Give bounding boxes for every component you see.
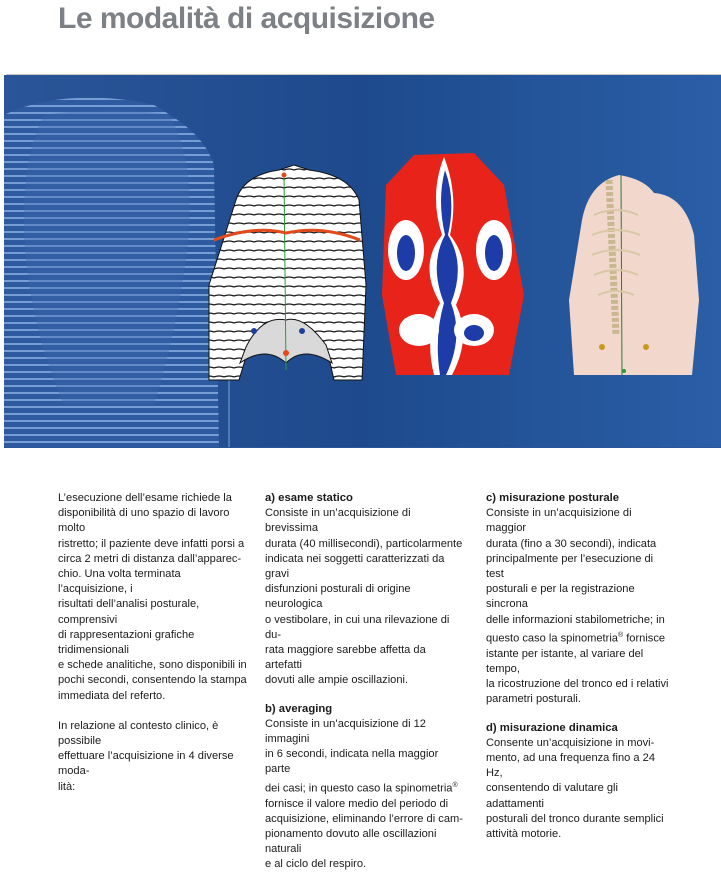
heading-dynamic-measurement: d) misurazione dinamica bbox=[486, 721, 618, 734]
text-averaging-part2: fornisce il valore medio del periodo di acquisizione, eliminando l’errore di cam- pionamento dovuto alle oscillazioni naturali e al ciclo del respiro. bbox=[265, 797, 463, 871]
text-dynamic-measurement: Consente un’acquisizione in movi- mento, ad una frequenza fino a 24 Hz, consentendo di valutare gli adattamenti posturali del tronco durante semplici attività motorie. bbox=[486, 736, 664, 840]
text-postural-part2: fornisce istante per istante, al variare del tempo, la ricostruzione del tronco ed i relativi parametri posturali. bbox=[486, 632, 669, 706]
intro-column bbox=[58, 491, 248, 795]
page-title: Le modalità di acquisizione bbox=[58, 2, 435, 35]
heading-static-exam: a) esame statico bbox=[265, 492, 353, 504]
text-postural-measurement bbox=[486, 506, 674, 707]
text-averaging-part1: Consiste in un’acquisizione di 12 immagini in 6 secondi, indicata nella maggior parte dei casi; in questo caso la spinometria bbox=[265, 717, 453, 795]
heading-postural-measurement: c) misurazione posturale bbox=[486, 492, 620, 504]
modes-column-left bbox=[265, 491, 465, 873]
registered-mark: ® bbox=[452, 781, 458, 789]
striped-back-projection bbox=[4, 98, 229, 448]
registered-mark: ® bbox=[617, 631, 624, 639]
heatmap-back bbox=[382, 153, 524, 375]
text-static-exam: Consiste in un’acquisizione di brevissima durata (40 millisecondi), particolarmente indicata nei soggetti caratterizzati da gravi disfunzioni posturali di origine neurologica o vestibolare, in cui una rilevazione di du- rata maggiore sarebbe affetta da artefatti dovuti alle ampie oscillazioni. bbox=[265, 507, 463, 687]
hero-image bbox=[4, 75, 721, 448]
intro-paragraph: L’esecuzione dell’esame richiede la disponibilità di uno spazio di lavoro molto ristretto; il paziente deve infatti porsi a circa 2 metri di distanza dall’apparec- chio. Una volta terminata l’acquisizione, i risultati dell’analisi posturale, comprensivi di rappresentazioni grafiche tridimensionali e schede analitiche, sono disponibili in pochi secondi, consentendo la stampa immediata del referto. bbox=[58, 492, 247, 702]
modes-intro-paragraph: In relazione al contesto clinico, è possibile effettuare l’acquisizione in 4 diverse moda- lità: bbox=[58, 719, 234, 793]
modes-column-right bbox=[486, 491, 674, 842]
heading-averaging: b) averaging bbox=[265, 702, 333, 715]
text-postural-part1: Consiste in un’acquisizione di maggior durata (fino a 30 secondi), indicata principalmente per l’esecuzione di test posturali e per la registrazione sincrona delle informazioni stabilometriche; in questo caso la spinometria bbox=[486, 507, 665, 645]
text-averaging bbox=[265, 717, 465, 873]
